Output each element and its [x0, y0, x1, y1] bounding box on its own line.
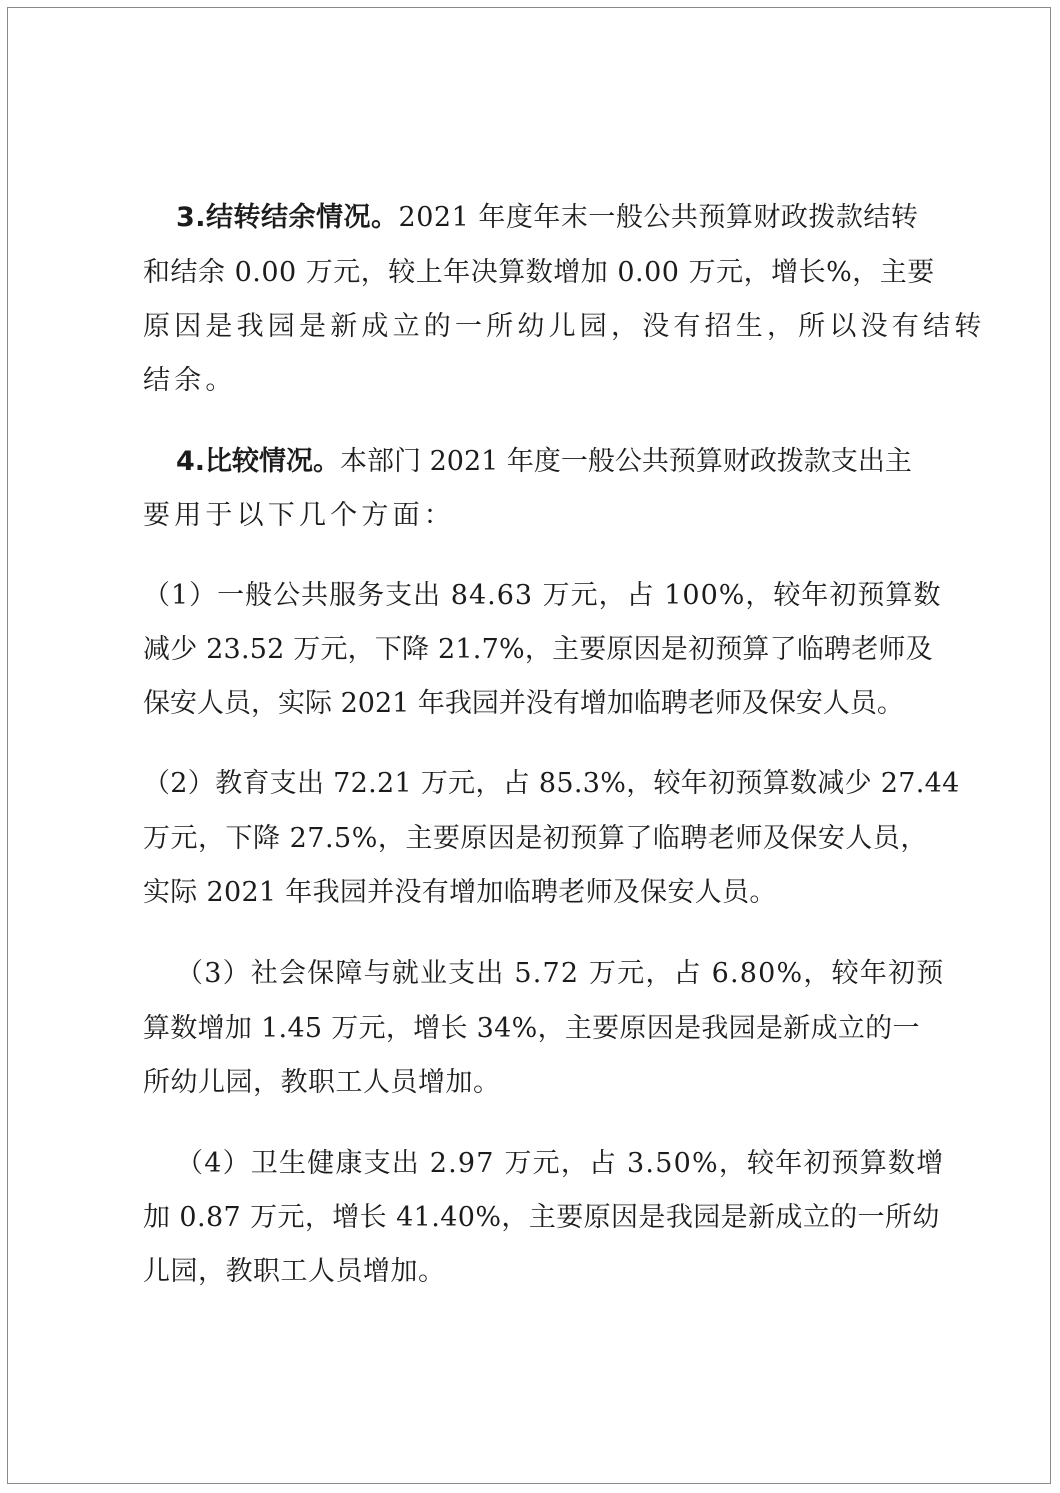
paragraph-line: 3.结转结余情况。2021 年度年末一般公共预算财政拨款结转 — [176, 202, 919, 233]
paragraph-line: 实际 2021 年我园并没有增加临聘老师及保安人员。 — [143, 877, 777, 908]
paragraph-line: （4）卫生健康支出 2.97 万元，占 3.50%，较年初预算数增 — [176, 1148, 945, 1179]
paragraph-line: 算数增加 1.45 万元，增长 34%，主要原因是我园是新成立的一 — [143, 1013, 920, 1044]
paragraph-line: 结余。 — [143, 365, 237, 396]
paragraph-line: 加 0.87 万元，增长 41.40%，主要原因是我园是新成立的一所幼 — [143, 1202, 940, 1233]
paragraph-line: 减少 23.52 万元，下降 21.7%，主要原因是初预算了临聘老师及 — [143, 634, 933, 665]
paragraph-line: 保安人员，实际 2021 年我园并没有增加临聘老师及保安人员。 — [143, 688, 904, 719]
paragraph-line: （1）一般公共服务支出 84.63 万元，占 100%，较年初预算数 — [143, 580, 942, 611]
paragraph-line: 4.比较情况。本部门 2021 年度一般公共预算财政拨款支出主 — [176, 446, 912, 477]
paragraph-line: 万元，下降 27.5%，主要原因是初预算了临聘老师及保安人员， — [143, 823, 928, 854]
section-heading: 4.比较情况。 — [176, 446, 341, 477]
paragraph-line: （2）教育支出 72.21 万元，占 85.3%，较年初预算数减少 27.44 — [143, 768, 960, 799]
paragraph-line: 和结余 0.00 万元，较上年决算数增加 0.00 万元，增长%，主要 — [143, 257, 935, 288]
paragraph-line: 原因是我园是新成立的一所幼儿园，没有招生，所以没有结转 — [143, 311, 986, 342]
paragraph-line: 要用于以下几个方面： — [143, 500, 455, 531]
paragraph-line: 儿园，教职工人员增加。 — [143, 1256, 446, 1287]
paragraph-line: （3）社会保障与就业支出 5.72 万元，占 6.80%，较年初预 — [176, 958, 945, 989]
paragraph-line: 所幼儿园，教职工人员增加。 — [143, 1067, 501, 1098]
section-heading: 3.结转结余情况。 — [176, 202, 399, 233]
